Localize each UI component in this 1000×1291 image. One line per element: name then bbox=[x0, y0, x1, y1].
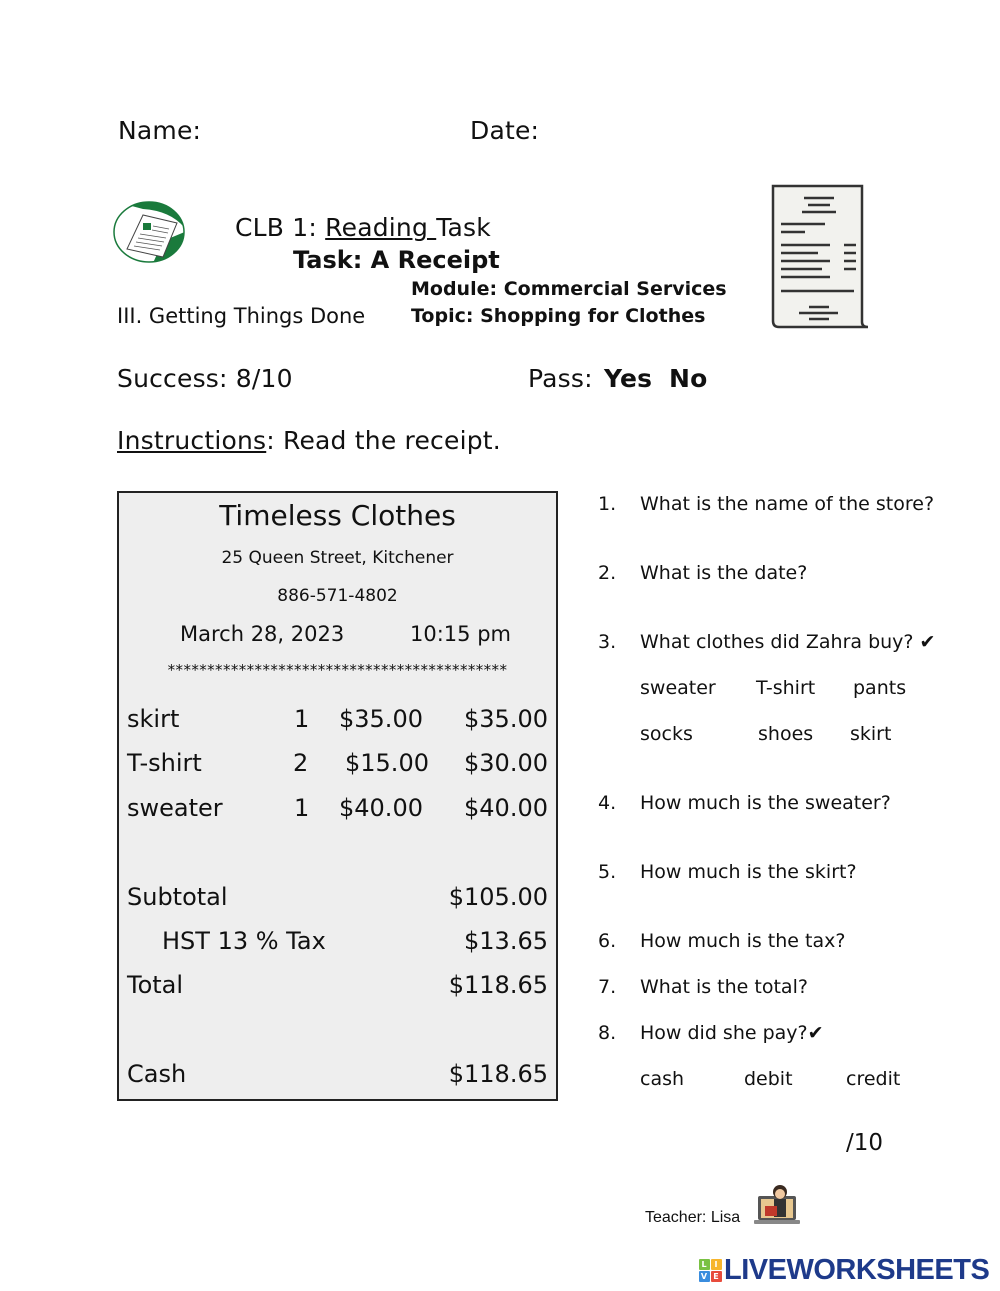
liveworksheets-logo bbox=[698, 1253, 990, 1286]
total-label: Total bbox=[127, 971, 184, 999]
receipt-icon bbox=[770, 184, 872, 330]
receipt-line-item bbox=[119, 705, 556, 741]
receipt-date: March 28, 2023 bbox=[180, 622, 345, 646]
payment-row bbox=[119, 1060, 556, 1096]
option-cash[interactable]: cash bbox=[640, 1068, 685, 1090]
receipt-line-item bbox=[119, 749, 556, 785]
instructions-label: Instructions bbox=[117, 426, 267, 455]
item-unit-price: $15.00 bbox=[345, 749, 429, 777]
receipt-separator: ******************************************* bbox=[167, 661, 508, 679]
book-icon bbox=[113, 201, 187, 263]
pass-label: Pass: bbox=[528, 364, 593, 393]
option-skirt[interactable]: skirt bbox=[850, 723, 892, 745]
item-qty: 1 bbox=[294, 794, 310, 822]
logo-tiles-icon: L I V E bbox=[698, 1258, 722, 1282]
question-7: 7. What is the total? bbox=[598, 976, 808, 998]
subtotal-value: $105.00 bbox=[448, 883, 548, 911]
option-socks[interactable]: socks bbox=[640, 723, 693, 745]
option-credit[interactable]: credit bbox=[846, 1068, 901, 1090]
item-line-total: $35.00 bbox=[464, 705, 548, 733]
item-name: skirt bbox=[127, 705, 180, 733]
item-qty: 1 bbox=[294, 705, 310, 733]
clb-skill: Reading bbox=[325, 213, 437, 242]
date-label: Date: bbox=[470, 116, 540, 145]
store-address: 25 Queen Street, Kitchener bbox=[221, 548, 454, 568]
question-2: 2. What is the date? bbox=[598, 562, 808, 584]
total-row bbox=[119, 971, 556, 1007]
name-label: Name: bbox=[118, 116, 202, 145]
option-shoes[interactable]: shoes bbox=[758, 723, 814, 745]
task-title: Task: A Receipt bbox=[293, 246, 500, 274]
item-unit-price: $35.00 bbox=[339, 705, 423, 733]
brand-name: LIVEWORKSHEETS bbox=[724, 1253, 990, 1286]
teacher-label: Teacher: Lisa bbox=[645, 1209, 741, 1226]
question-8: 8. How did she pay?✔ bbox=[598, 1022, 824, 1044]
tax-row bbox=[119, 927, 556, 963]
item-name: T-shirt bbox=[127, 749, 202, 777]
receipt bbox=[117, 491, 558, 1101]
module-label: Module: Commercial Services bbox=[411, 278, 727, 300]
option-tshirt[interactable]: T-shirt bbox=[756, 677, 816, 699]
teacher-avatar-icon bbox=[752, 1182, 802, 1226]
clb-title: CLB 1: Reading Task bbox=[235, 213, 491, 242]
item-qty: 2 bbox=[293, 749, 309, 777]
item-name: sweater bbox=[127, 794, 223, 822]
item-line-total: $30.00 bbox=[464, 749, 548, 777]
question-6: 6. How much is the tax? bbox=[598, 930, 846, 952]
section-label: III. Getting Things Done bbox=[117, 304, 366, 328]
topic-label: Topic: Shopping for Clothes bbox=[411, 305, 706, 327]
tax-value: $13.65 bbox=[464, 927, 548, 955]
total-value: $118.65 bbox=[448, 971, 548, 999]
store-name: Timeless Clothes bbox=[219, 499, 456, 532]
score-total: /10 bbox=[846, 1130, 884, 1156]
item-unit-price: $40.00 bbox=[339, 794, 423, 822]
receipt-time: 10:15 pm bbox=[410, 622, 511, 646]
subtotal-row bbox=[119, 883, 556, 919]
option-sweater[interactable]: sweater bbox=[640, 677, 716, 699]
store-phone: 886-571-4802 bbox=[277, 586, 398, 606]
instructions-text: : Read the receipt. bbox=[266, 426, 501, 455]
question-3: 3. What clothes did Zahra buy? ✔ bbox=[598, 631, 936, 653]
payment-value: $118.65 bbox=[448, 1060, 548, 1088]
instructions bbox=[117, 426, 501, 455]
question-1: 1. What is the name of the store? bbox=[598, 493, 935, 515]
question-4: 4. How much is the sweater? bbox=[598, 792, 891, 814]
subtotal-label: Subtotal bbox=[127, 883, 228, 911]
success-score: Success: 8/10 bbox=[117, 364, 293, 393]
tax-label: HST 13 % Tax bbox=[162, 927, 326, 955]
question-5: 5. How much is the skirt? bbox=[598, 861, 857, 883]
pass-no-option[interactable]: No bbox=[669, 364, 708, 393]
option-pants[interactable]: pants bbox=[853, 677, 907, 699]
option-debit[interactable]: debit bbox=[744, 1068, 793, 1090]
item-line-total: $40.00 bbox=[464, 794, 548, 822]
receipt-line-item bbox=[119, 794, 556, 830]
pass-yes-option[interactable]: Yes bbox=[604, 364, 653, 393]
payment-label: Cash bbox=[127, 1060, 187, 1088]
